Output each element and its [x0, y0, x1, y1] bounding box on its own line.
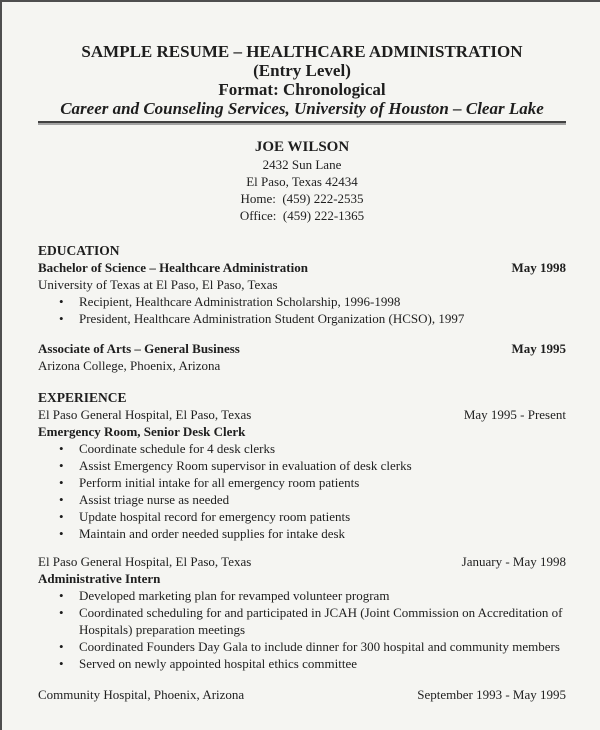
- document-title-line1: SAMPLE RESUME – HEALTHCARE ADMINISTRATION: [81, 42, 523, 61]
- education-bullet: [38, 310, 566, 327]
- experience-bullet: [38, 638, 566, 655]
- bullet-text: Recipient, Healthcare Administration Scholarship, 1996-1998: [79, 294, 401, 309]
- bullet-icon: •: [59, 605, 64, 620]
- experience-entry: [38, 406, 566, 542]
- education-entry: [38, 340, 566, 374]
- employer-name: El Paso General Hospital, El Paso, Texas: [38, 407, 252, 422]
- bullet-icon: •: [59, 475, 64, 490]
- experience-entry-header: [38, 553, 566, 570]
- resume-content: [2, 2, 600, 703]
- degree-title: Associate of Arts – General Business: [38, 341, 240, 356]
- bullet-icon: •: [59, 311, 64, 326]
- education-entry-header: [38, 340, 566, 357]
- experience-section-heading: EXPERIENCE: [38, 390, 127, 405]
- bullet-icon: •: [59, 588, 64, 603]
- document-title-line2: (Entry Level): [253, 61, 351, 80]
- bullet-text: Maintain and order needed supplies for intake desk: [79, 526, 346, 541]
- experience-bullet: [38, 491, 566, 508]
- employer-name: Community Hospital, Phoenix, Arizona: [38, 687, 245, 702]
- contact-home-phone: Home: (459) 222-2535: [240, 191, 364, 206]
- bullet-icon: •: [59, 656, 64, 671]
- bullet-text: Developed marketing plan for revamped volunteer program: [79, 588, 390, 603]
- experience-entry: [38, 686, 566, 703]
- document-title-line3: Format: Chronological: [218, 80, 386, 99]
- job-title: Emergency Room, Senior Desk Clerk: [38, 424, 246, 439]
- bullet-icon: •: [59, 639, 64, 654]
- experience-entry: [38, 553, 566, 672]
- bullet-text: Assist Emergency Room supervisor in evaluation of desk clerks: [79, 458, 412, 473]
- experience-bullet: [38, 525, 566, 542]
- bullet-text: Coordinate schedule for 4 desk clerks: [79, 441, 276, 456]
- candidate-name: JOE WILSON: [254, 139, 350, 155]
- experience-entry-header: [38, 406, 566, 423]
- bullet-text: Coordinated scheduling for and participated in JCAH (Joint Commission on Accreditation of Hospitals) preparation meetings: [79, 605, 563, 637]
- degree-title: Bachelor of Science – Healthcare Administration: [38, 260, 308, 275]
- employment-date: September 1993 - May 1995: [417, 687, 566, 702]
- bullet-text: Update hospital record for emergency room patients: [79, 509, 351, 524]
- contact-office-phone: Office: (459) 222-1365: [239, 208, 365, 223]
- contact-block: [38, 138, 566, 224]
- document-header: [38, 2, 566, 118]
- bullet-icon: •: [59, 526, 64, 541]
- header-divider-rule: [38, 121, 566, 125]
- document-title-line4: Career and Counseling Services, University of Houston – Clear Lake: [60, 99, 544, 118]
- bullet-text: Assist triage nurse as needed: [79, 492, 230, 507]
- education-entry-header: [38, 259, 566, 276]
- bullet-icon: •: [59, 509, 64, 524]
- education-entry: [38, 259, 566, 327]
- bullet-icon: •: [59, 458, 64, 473]
- degree-date: May 1998: [511, 260, 566, 275]
- employment-date: May 1995 - Present: [463, 407, 566, 422]
- education-bullet: [38, 293, 566, 310]
- contact-street: 2432 Sun Lane: [262, 157, 342, 172]
- employer-name: El Paso General Hospital, El Paso, Texas: [38, 554, 252, 569]
- bullet-icon: •: [59, 441, 64, 456]
- bullet-text: Served on newly appointed hospital ethics committee: [79, 656, 357, 671]
- school-name: University of Texas at El Paso, El Paso, Texas: [38, 277, 278, 292]
- experience-bullet: [38, 440, 566, 457]
- job-title: Administrative Intern: [38, 571, 161, 586]
- experience-bullet: [38, 508, 566, 525]
- bullet-text: President, Healthcare Administration Student Organization (HCSO), 1997: [79, 311, 465, 326]
- bullet-text: Coordinated Founders Day Gala to include dinner for 300 hospital and community members: [79, 639, 560, 654]
- experience-bullet: [38, 655, 566, 672]
- bullet-icon: •: [59, 294, 64, 309]
- experience-bullet: [38, 457, 566, 474]
- bullet-text: Perform initial intake for all emergency room patients: [79, 475, 360, 490]
- bullet-icon: •: [59, 492, 64, 507]
- contact-city: El Paso, Texas 42434: [246, 174, 358, 189]
- school-name: Arizona College, Phoenix, Arizona: [38, 358, 221, 373]
- education-section-heading: EDUCATION: [38, 243, 120, 258]
- experience-bullet: [38, 587, 566, 604]
- employment-date: January - May 1998: [461, 554, 566, 569]
- experience-bullet: [38, 604, 566, 638]
- experience-entry-header: [38, 686, 566, 703]
- degree-date: May 1995: [511, 341, 566, 356]
- experience-bullet: [38, 474, 566, 491]
